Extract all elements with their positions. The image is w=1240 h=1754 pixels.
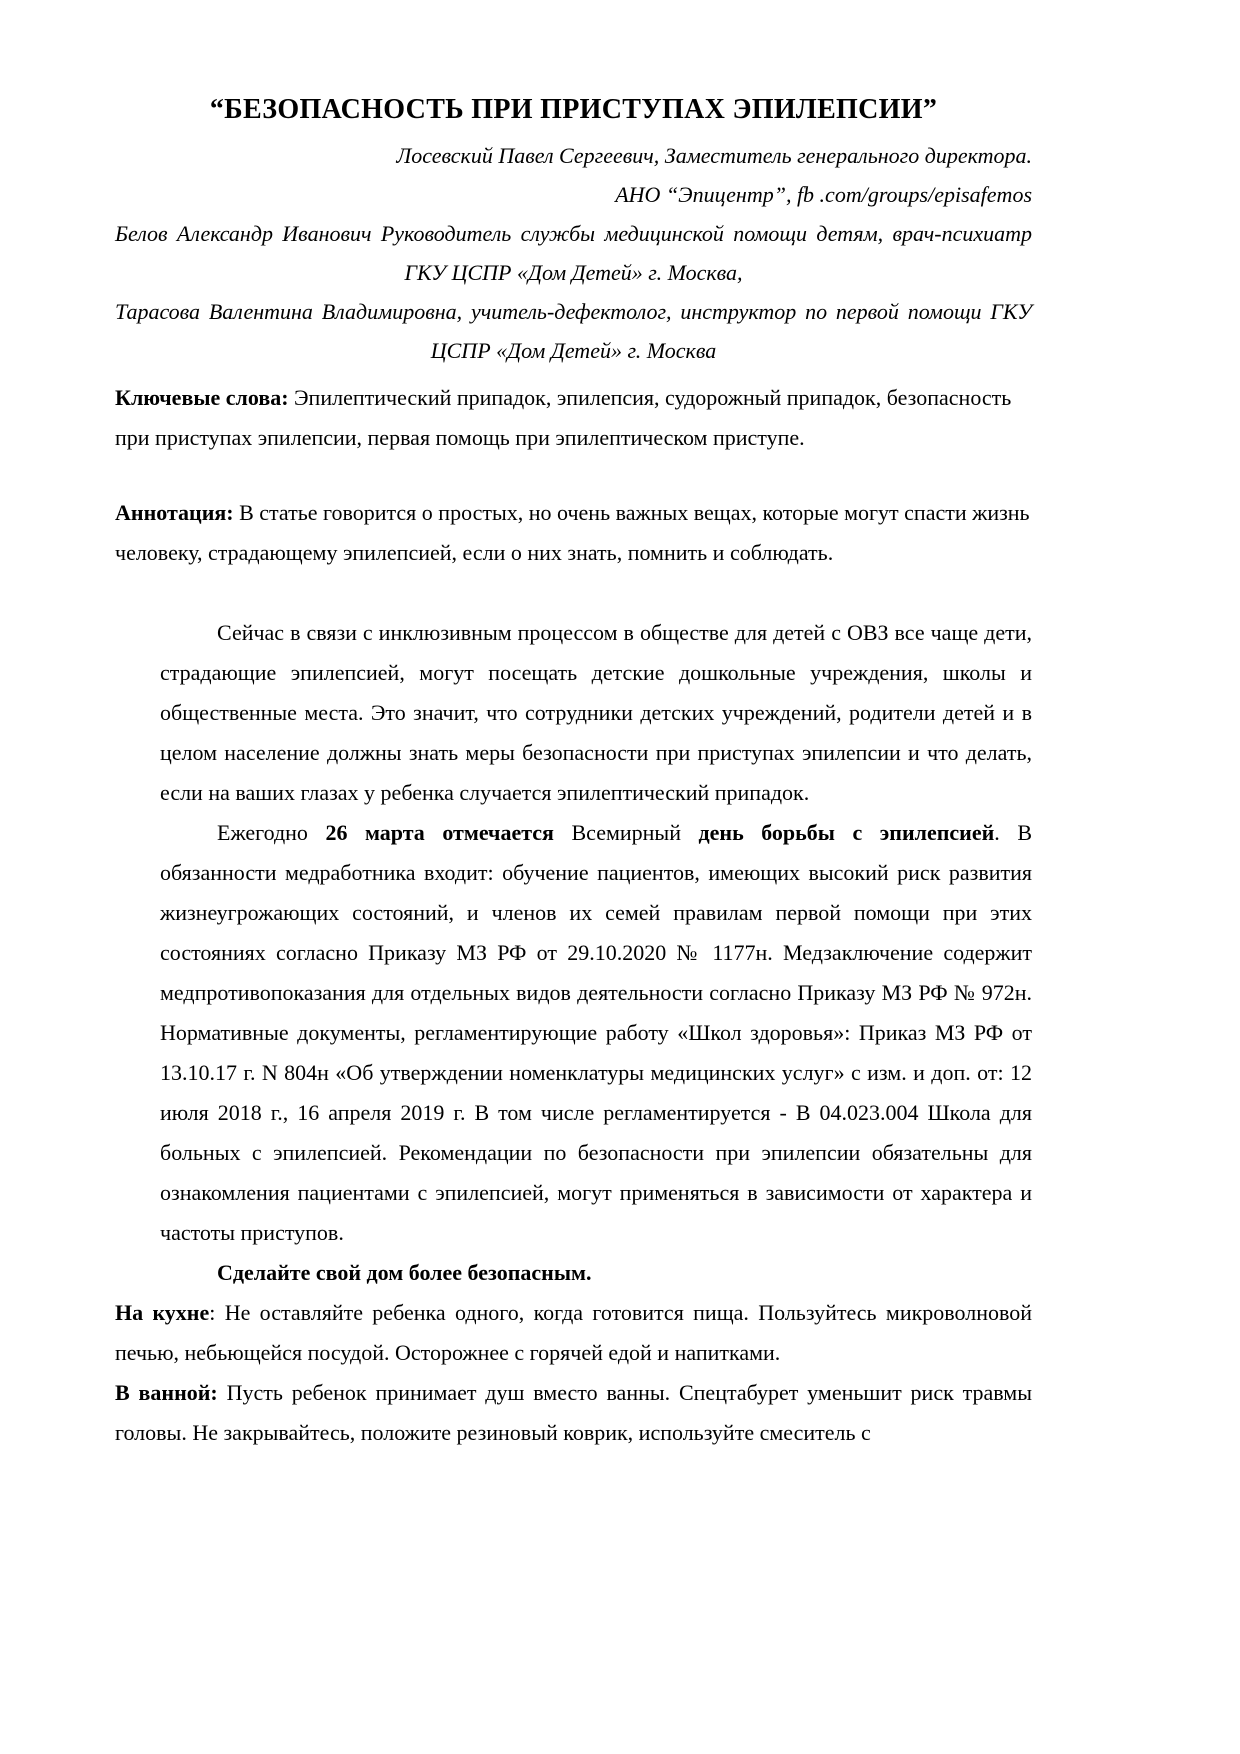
regulations-text-3: . В обязанности медработника входит: обучение пациентов, имеющих высокий риск развития жизнеугрожающих состояний, и членов их семей правилам первой помощи при этих состояниях согласно Приказу МЗ РФ от 29.10.2020 № 1177н. Медзаключение содержит медпротивопоказания для отдельных видов деятельности согласно Приказу МЗ РФ № 972н. Нормативные документы, регламентирующие работу «Школ здоровья»: Приказ МЗ РФ от 13.10.17 г. N 804н «Об утверждении номенклатуры медицинских услуг» с изм. и доп. от: 12 июля 2018 г., 16 апреля 2019 г. В том числе регламентируется - В 04.023.004 Школа для больных с эпилепсией. Рекомендации по безопасности при эпилепсии обязательны для ознакомления пациентами с эпилепсией, могут применяться в зависимости от характера и частоты приступов. <box>160 820 1032 1245</box>
regulations-bold-day: день борьбы с эпилепсией <box>698 820 995 845</box>
document-title: “БЕЗОПАСНОСТЬ ПРИ ПРИСТУПАХ ЭПИЛЕПСИИ” <box>209 94 938 125</box>
regulations-paragraph <box>160 813 1032 1253</box>
regulations-text-1: Ежегодно <box>217 820 326 845</box>
kitchen-label: На кухне <box>115 1300 210 1325</box>
home-safety-heading: Сделайте свой дом более безопасным. <box>217 1260 592 1285</box>
keywords-paragraph <box>115 378 1032 458</box>
author-line-4: Тарасова Валентина Владимировна, учитель-дефектолог, инструктор по первой помощи ГКУ ЦСПР «Дом Детей» г. Москва <box>115 299 1032 363</box>
abstract-label: Аннотация: <box>115 500 234 525</box>
author-line-3: Белов Александр Иванович Руководитель службы медицинской помощи детям, врач-психиатр ГКУ ЦСПР «Дом Детей» г. Москва, <box>115 221 1032 285</box>
bathroom-text: Пусть ребенок принимает душ вместо ванны. Спецтабурет уменьшит риск травмы головы. Не закрывайтесь, положите резиновый коврик, используйте смеситель с <box>115 1380 1032 1445</box>
regulations-text-2: Всемирный <box>553 820 699 845</box>
keywords-text: Эпилептический припадок, эпилепсия, судорожный припадок, безопасность при приступах эпилепсии, первая помощь при эпилептическом приступе. <box>115 385 1012 450</box>
keywords-label: Ключевые слова: <box>115 385 289 410</box>
abstract-paragraph <box>115 493 1032 573</box>
bathroom-label: В ванной: <box>115 1380 218 1405</box>
author-block <box>115 136 1032 370</box>
bathroom-paragraph <box>115 1373 1032 1453</box>
abstract-text: В статье говорится о простых, но очень важных вещах, которые могут спасти жизнь человеку, страдающему эпилепсией, если о них знать, помнить и соблюдать. <box>115 500 1030 565</box>
author-line-1: Лосевский Павел Сергеевич, Заместитель генерального директора. <box>396 143 1032 168</box>
regulations-bold-date: 26 марта отмечается <box>325 820 554 845</box>
kitchen-text: : Не оставляйте ребенка одного, когда готовится пища. Пользуйтесь микроволновой печью, небьющейся посудой. Осторожнее с горячей едой и напитками. <box>115 1300 1032 1365</box>
intro-paragraph: Сейчас в связи с инклюзивным процессом в обществе для детей с ОВЗ все чаще дети, страдающие эпилепсией, могут посещать детские дошкольные учреждения, школы и общественные места. Это значит, что сотрудники детских учреждений, родители детей и в целом население должны знать меры безопасности при приступах эпилепсии и что делать, если на ваших глазах у ребенка случается эпилептический припадок. <box>160 620 1032 805</box>
kitchen-paragraph <box>115 1293 1032 1373</box>
author-line-2: АНО “Эпицентр”, fb .com/groups/episafemos <box>615 182 1032 207</box>
